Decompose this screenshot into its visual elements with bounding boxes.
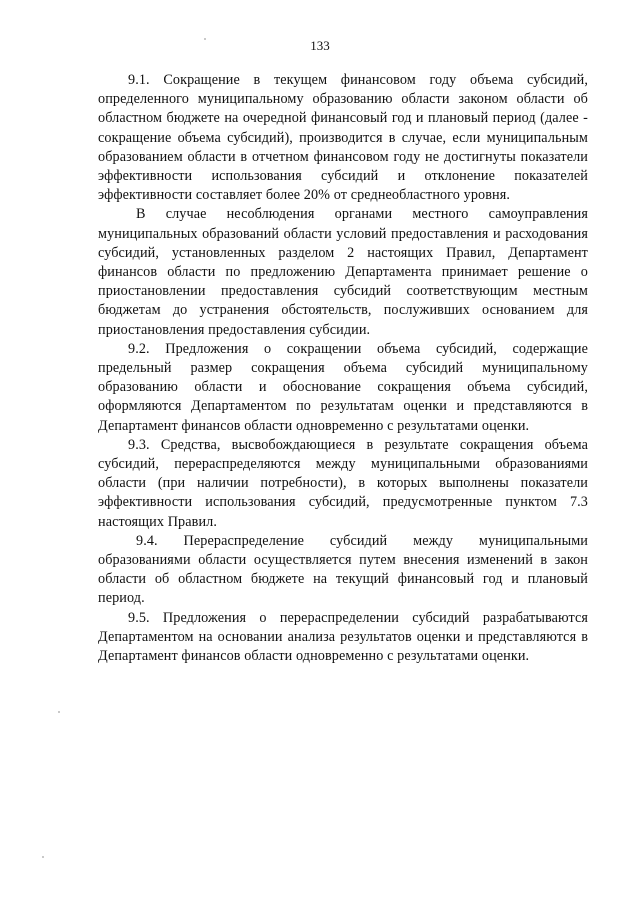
paragraph-9-5: 9.5. Предложения о перераспределении субсидий разрабатываются Департаментом на основании анализа результатов оценки и представляются в Департамент финансов области одновременно с результатами оценки. (98, 609, 588, 665)
scan-speck (58, 711, 60, 713)
scan-speck (42, 856, 44, 858)
page-number: 133 (310, 38, 330, 53)
document-body (98, 71, 588, 666)
paragraph-9-4: 9.4. Перераспределение субсидий между муниципальными образованиями области осуществляется путем внесения изменений в закон области об областном бюджете на текущий финансовый год и плановый период. (98, 532, 588, 607)
paragraph-9-2: 9.2. Предложения о сокращении объема субсидий, содержащие предельный размер сокращения объема субсидий муниципальному образованию области и обоснование сокращения объема субсидий, оформляются Департаментом по результатам оценки и представляются в Департамент финансов области одновременно с результатами оценки. (98, 340, 588, 434)
paragraph-suspension: В случае несоблюдения органами местного самоуправления муниципальных образований области условий предоставления и расходования субсидий, установленных разделом 2 настоящих Правил, Департамент финансов области по предложению Департамента принимает решение о приостановлении предоставления субсидий соответствующим местным бюджетам до устранения обстоятельств, послуживших основанием для приостановления предоставления субсидии. (98, 206, 588, 338)
paragraph-9-3: 9.3. Средства, высвобождающиеся в результате сокращения объема субсидий, перераспределяются между муниципальными образованиями области (при наличии потребности), в которых выполнены показатели эффективности использования субсидий, предусмотренные пунктом 7.3 настоящих Правил. (98, 436, 588, 530)
paragraph-9-1: 9.1. Сокращение в текущем финансовом году объема субсидий, определенного муниципальному образованию области законом области об областном бюджете на очередной финансовый год и плановый период (далее - сокращение объема субсидий), производится в случае, если муниципальным образованием области в отчетном финансовом году не достигнуты показатели эффективности использования субсидий и отклонение показателей эффективности составляет более 20% от среднеобластного уровня. (98, 72, 588, 204)
scan-speck (204, 38, 206, 40)
